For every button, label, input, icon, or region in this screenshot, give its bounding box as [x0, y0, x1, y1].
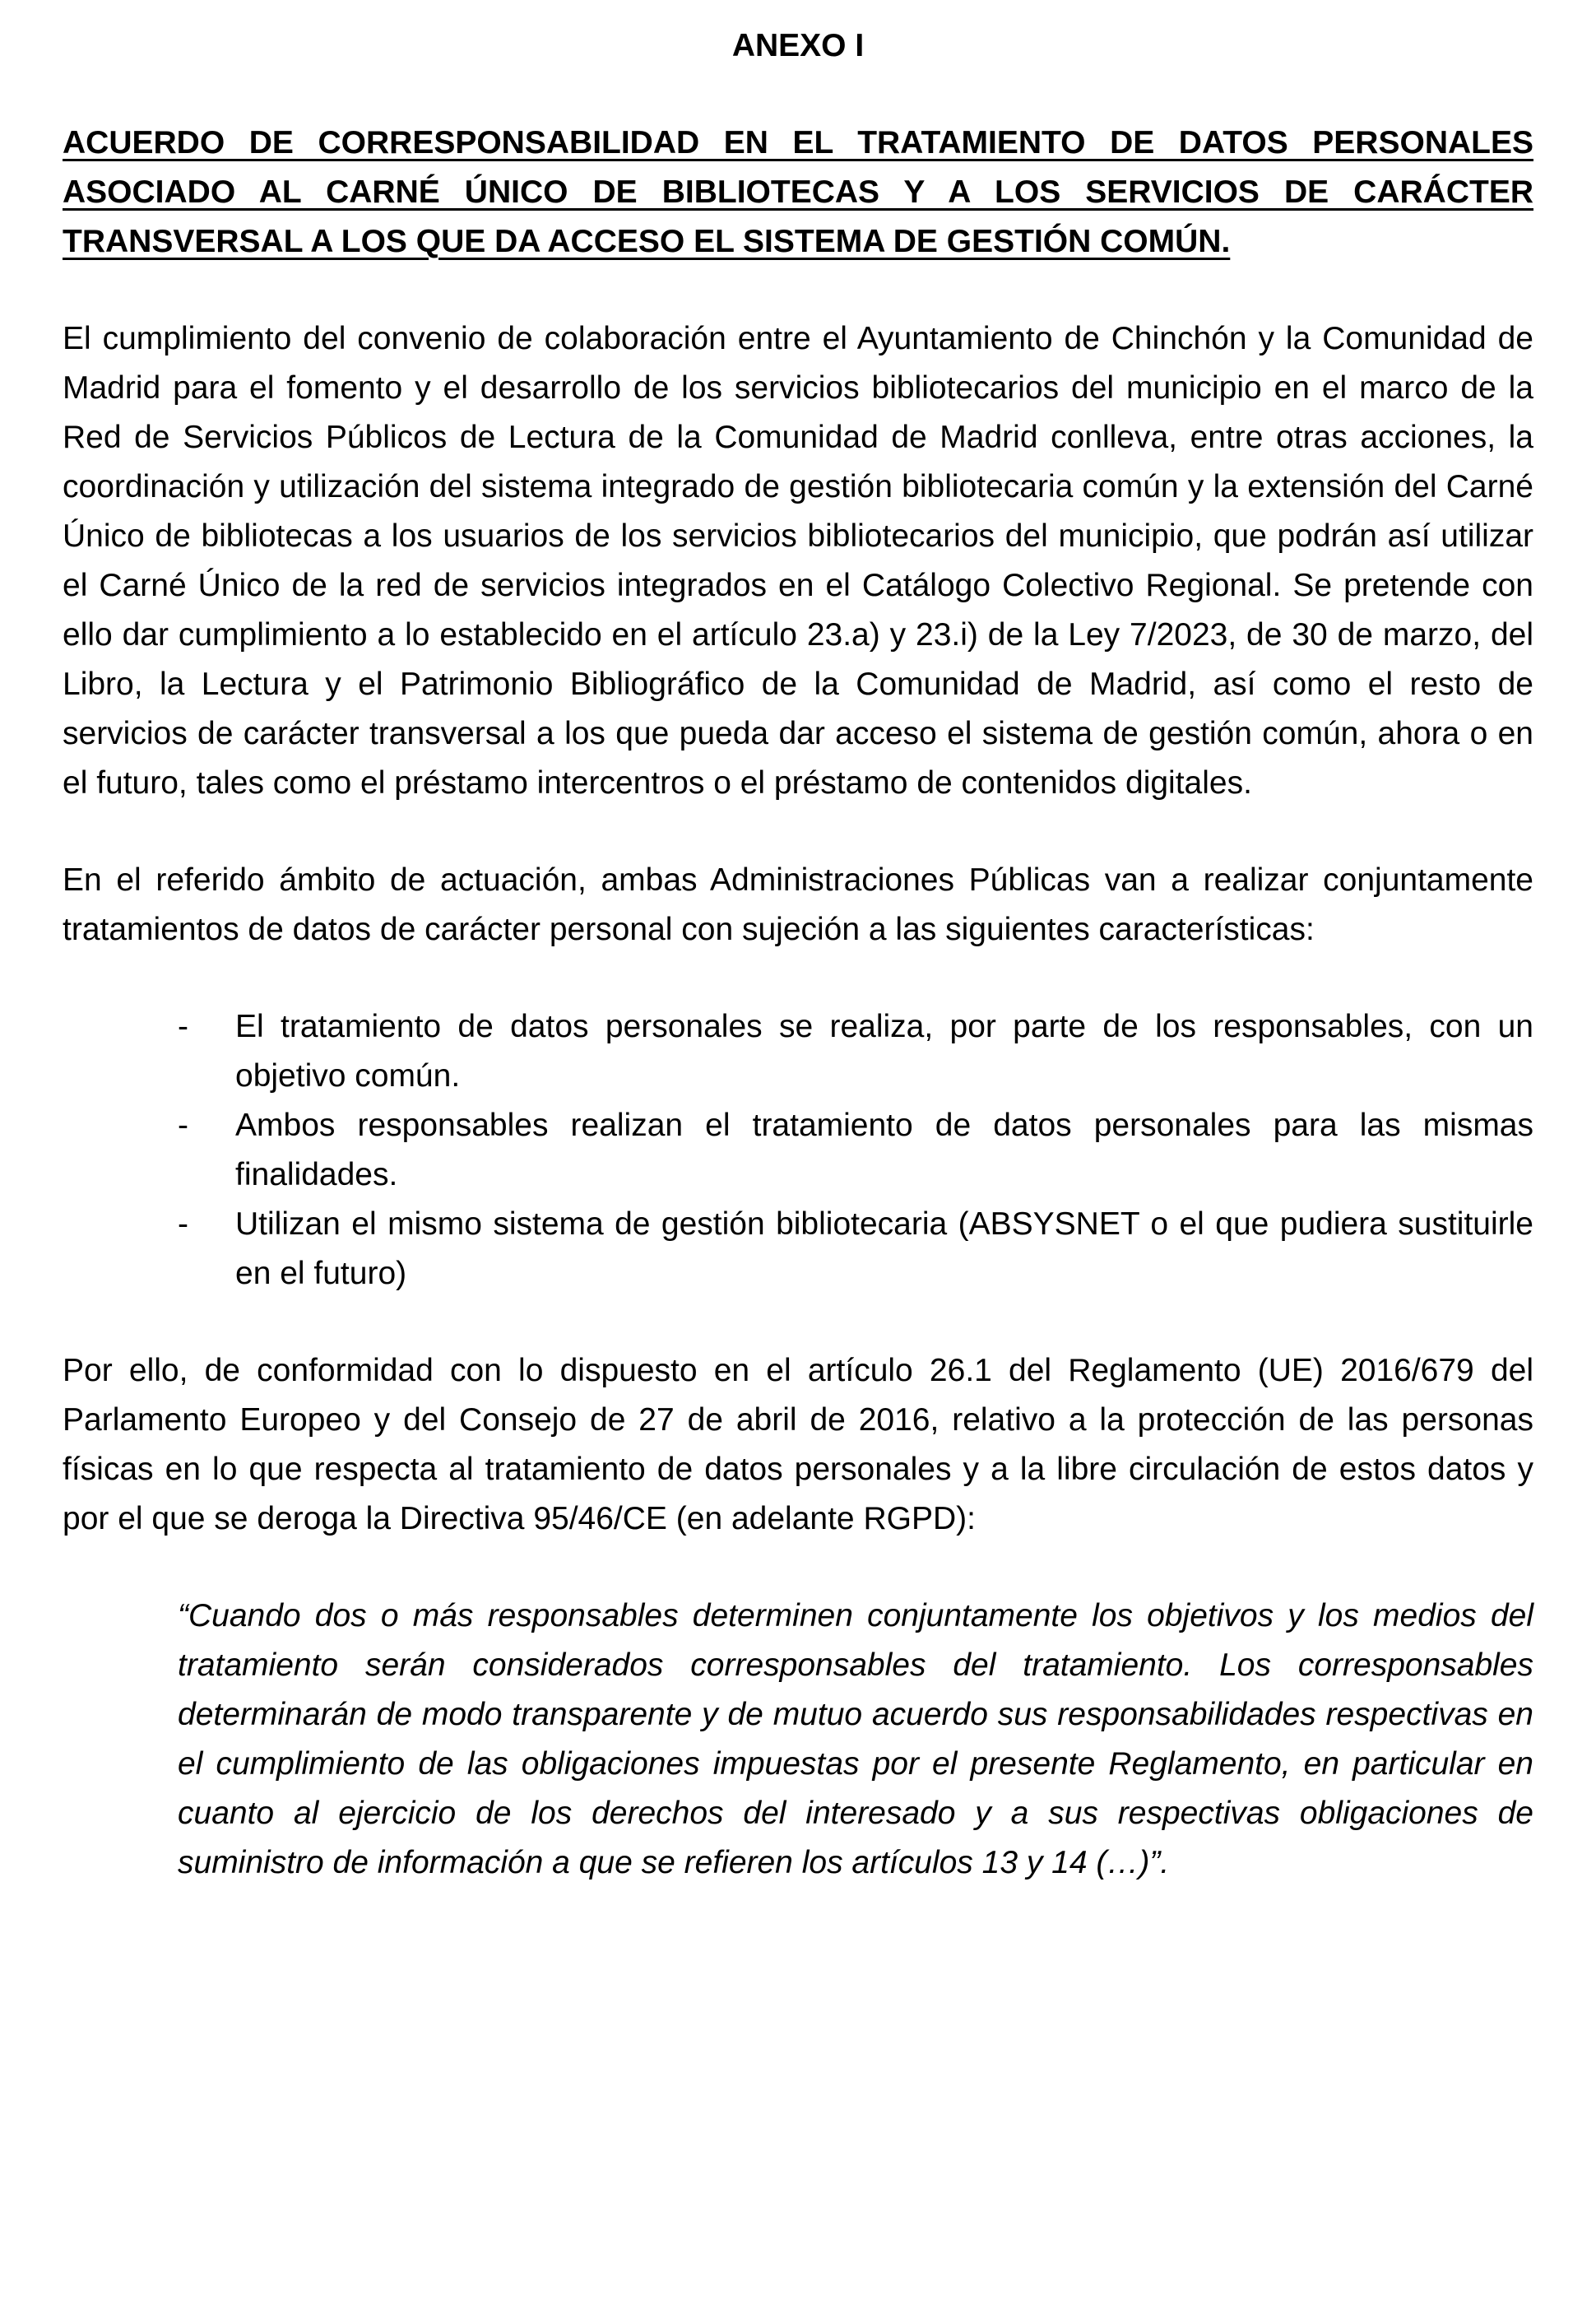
- bullet-dash-marker: -: [178, 1009, 188, 1044]
- paragraph-intro: El cumplimiento del convenio de colaboración entre el Ayuntamiento de Chinchón y la Comunidad de Madrid para el fomento y el desarrollo de los servicios bibliotecarios del municipio en el marco de la Red de Servicios Públicos de Lectura de la Comunidad de Madrid conlleva, entre otras acciones, la coordinación y utilización del sistema integrado de gestión bibliotecaria común y la extensión del Carné Único de bibliotecas a los usuarios de los servicios bibliotecarios del municipio, que podrán así utilizar el Carné Único de la red de servicios integrados en el Catálogo Colectivo Regional. Se pretende con ello dar cumplimiento a lo establecido en el artículo 23.a) y 23.i) de la Ley 7/2023, de 30 de marzo, del Libro, la Lectura y el Patrimonio Bibliográfico de la Comunidad de Madrid, así como el resto de servicios de carácter transversal a los que pueda dar acceso el sistema de gestión común, ahora o en el futuro, tales como el préstamo intercentros o el préstamo de contenidos digitales.: [63, 321, 1533, 801]
- list-item: [63, 1200, 1533, 1299]
- bullet-dash-marker: -: [178, 1108, 188, 1143]
- list-item: [63, 1002, 1533, 1101]
- characteristics-list: [63, 1002, 1533, 1299]
- bullet-dash-marker: -: [178, 1206, 188, 1242]
- paragraph-legal: Por ello, de conformidad con lo dispuesto en el artículo 26.1 del Reglamento (UE) 2016/679 del Parlamento Europeo y del Consejo de 27 de abril de 2016, relativo a la protección de las personas físicas en lo que respecta al tratamiento de datos personales y a la libre circulación de estos datos y por el que se deroga la Directiva 95/46/CE (en adelante RGPD):: [63, 1353, 1533, 1536]
- paragraph-context: En el referido ámbito de actuación, ambas Administraciones Públicas van a realizar conjuntamente tratamientos de datos de carácter personal con sujeción a las siguientes características:: [63, 862, 1533, 947]
- list-item-text: El tratamiento de datos personales se realiza, por parte de los responsables, con un objetivo común.: [235, 1009, 1533, 1094]
- list-item: [63, 1101, 1533, 1200]
- regulation-quote: “Cuando dos o más responsables determinen conjuntamente los objetivos y los medios del tratamiento serán considerados corresponsables del tratamiento. Los corresponsables determinarán de modo transparente y de mutuo acuerdo sus responsabilidades respectivas en el cumplimiento de las obligaciones impuestas por el presente Reglamento, en particular en cuanto al ejercicio de los derechos del interesado y a sus respectivas obligaciones de suministro de información a que se refieren los artículos 13 y 14 (…)”.: [178, 1598, 1533, 1880]
- document-heading: ACUERDO DE CORRESPONSABILIDAD EN EL TRATAMIENTO DE DATOS PERSONALES ASOCIADO AL CARNÉ ÚNICO DE BIBLIOTECAS Y A LOS SERVICIOS DE CARÁCTER TRANSVERSAL A LOS QUE DA ACCESO EL SISTEMA DE GESTIÓN COMÚN.: [63, 125, 1533, 259]
- document-title: ANEXO I: [731, 28, 865, 63]
- list-item-text: Utilizan el mismo sistema de gestión bibliotecaria (ABSYSNET o el que pudiera sustituirle en el futuro): [235, 1206, 1533, 1291]
- list-item-text: Ambos responsables realizan el tratamiento de datos personales para las mismas finalidades.: [235, 1108, 1533, 1192]
